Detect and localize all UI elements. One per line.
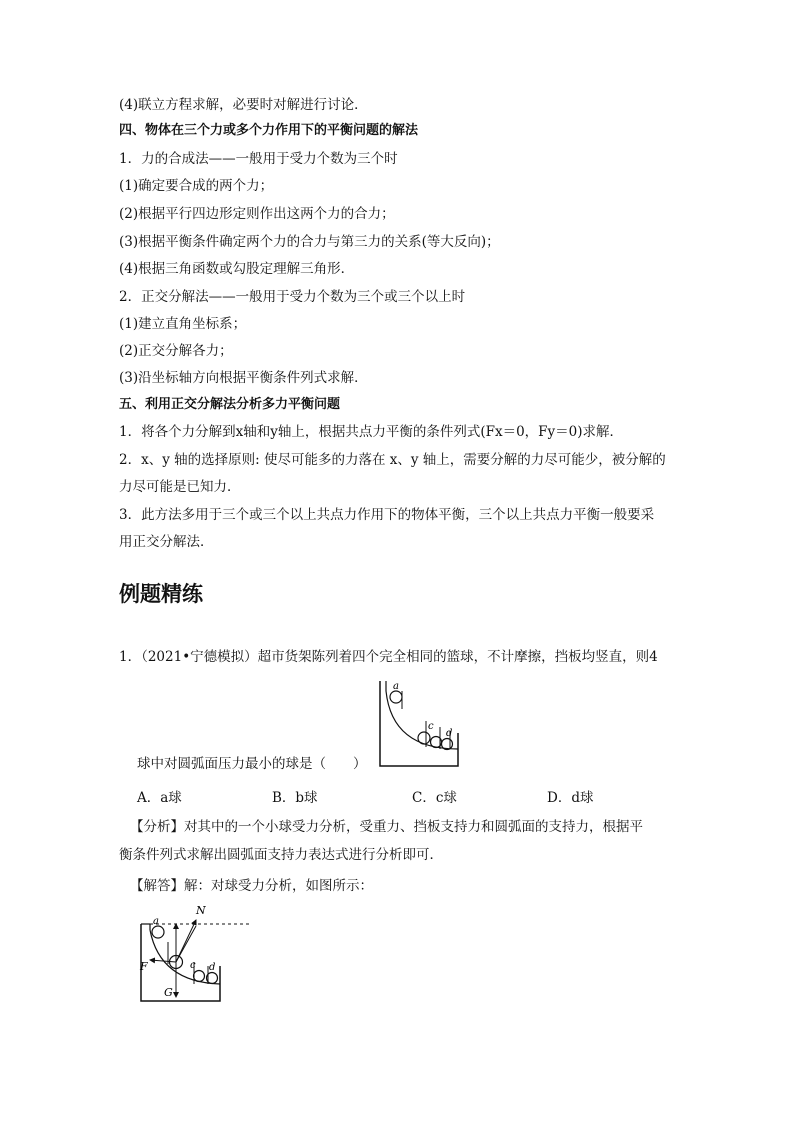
force-diagram	[138, 902, 253, 1004]
question-stem: 1．（2021•宁德模拟）超市货架陈列着四个完全相同的篮球，不计摩擦，挡板均竖直，则4	[119, 649, 658, 665]
section-heading: 例题精练	[119, 582, 203, 606]
section-title: 四、物体在三个力或多个力作用下的平衡问题的解法	[119, 123, 419, 138]
label-c: c	[428, 721, 434, 732]
label-N: N	[196, 904, 206, 917]
option-b: B．b球	[272, 790, 318, 806]
text-line: (4)联立方程求解，必要时对解进行讨论．	[119, 97, 368, 113]
text-line: 用正交分解法．	[119, 534, 214, 550]
label-G: G	[164, 986, 173, 999]
text-line: 力尽可能是已知力．	[119, 479, 241, 495]
text-line: 2．正交分解法——一般用于受力个数为三个或三个以上时	[119, 289, 466, 305]
text-line: (2)根据平行四边形定则作出这两个力的合力；	[119, 206, 395, 222]
option-a: A．a球	[137, 790, 182, 806]
text-line: (1)确定要合成的两个力；	[119, 178, 274, 194]
text-line: (3)沿坐标轴方向根据平衡条件列式求解．	[119, 370, 368, 386]
text-line: (2)正交分解各力；	[119, 343, 233, 359]
label-d: d	[446, 728, 453, 739]
label-c: c	[190, 960, 196, 971]
label-d: d	[209, 962, 216, 973]
shelf-figure	[378, 679, 460, 769]
analysis-text: 【分析】对其中的一个小球受力分析，受重力、挡板支持力和圆弧面的支持力，根据平	[130, 819, 643, 835]
option-d: D．d球	[547, 790, 594, 806]
text-line: 1．力的合成法——一般用于受力个数为三个时	[119, 151, 398, 167]
text-line: 2．x、y 轴的选择原则: 使尽可能多的力落在 x、y 轴上，需要分解的力尽可能少，被分解的	[119, 452, 666, 468]
option-c: C．c球	[412, 790, 457, 806]
answer-text: 【解答】解：对球受力分析，如图所示：	[130, 878, 373, 894]
analysis-text: 衡条件列式求解出圆弧面支持力表达式进行分析即可．	[119, 847, 443, 863]
label-a: a	[393, 681, 399, 692]
label-F: F	[140, 960, 148, 973]
text-line: (3)根据平衡条件确定两个力的合力与第三力的关系(等大反向)；	[119, 234, 500, 250]
section-title: 五、利用正交分解法分析多力平衡问题	[119, 397, 341, 412]
text-line: 1．将各个力分解到x轴和y轴上，根据共点力平衡的条件列式(Fx＝0，Fy＝0)求解．	[119, 424, 624, 440]
question-stem: 球中对圆弧面压力最小的球是（ ）	[137, 756, 367, 772]
label-a: a	[153, 916, 159, 927]
text-line: (1)建立直角坐标系；	[119, 316, 247, 332]
text-line: (4)根据三角函数或勾股定理解三角形．	[119, 261, 355, 277]
text-line: 3．此方法多用于三个或三个以上共点力作用下的物体平衡，三个以上共点力平衡一般要采	[119, 507, 655, 523]
